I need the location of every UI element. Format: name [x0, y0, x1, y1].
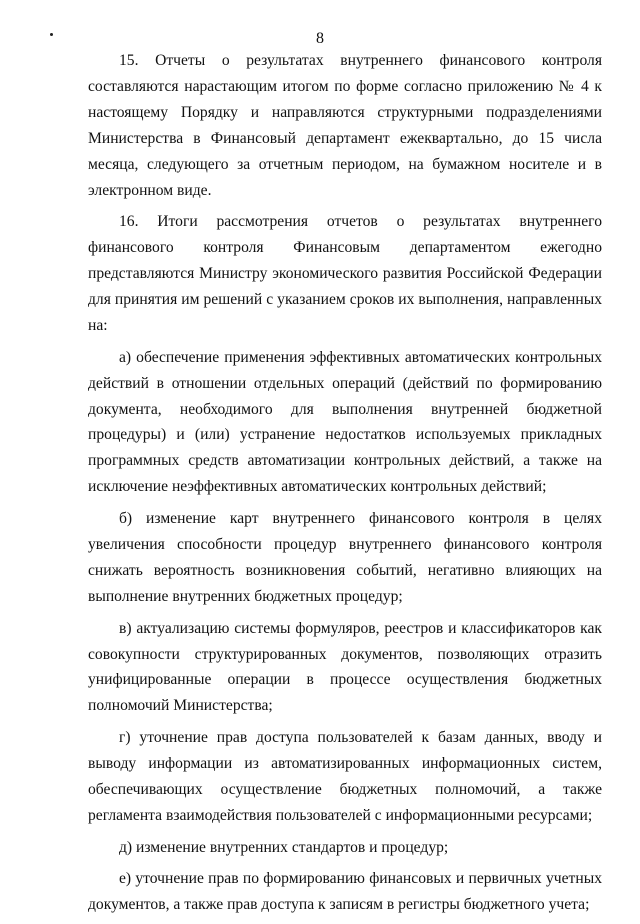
list-item-v: в) актуализацию системы формуляров, реестров и классификаторов как совокупности структурированных документов, позволяющих отразить унифицированные операции в процессе осуществления бюджетных полномочий Министерства;: [88, 619, 602, 715]
page-number: 8: [316, 30, 324, 47]
document-body: [88, 48, 602, 924]
paragraph-15: 15. Отчеты о результатах внутреннего финансового контроля составляются нарастающим итогом по форме согласно приложению № 4 к настоящему Порядку и направляются структурными подразделениями Министерства в Финансовый департамент ежеквартально, до 15 числа месяца, следующего за отчетным периодом, на бумажном носителе и в электронном виде.: [88, 52, 602, 199]
paragraph-16: 16. Итоги рассмотрения отчетов о результатах внутреннего финансового контроля Финансовым департаментом ежегодно представляются Министру экономического развития Российской Федерации для принятия им решений с указанием сроков их выполнения, направленных на:: [88, 213, 602, 334]
list-item-a: а) обеспечение применения эффективных автоматических контрольных действий в отношении отдельных операций (действий по формированию документа, необходимого для выполнения внутренней бюджетной процедуры) и (или) устранение недостатков используемых прикладных программных средств автоматизации контрольных действий, а также на исключение неэффективных автоматических контрольных действий;: [88, 348, 602, 496]
list-item-g: г) уточнение прав доступа пользователей к базам данных, вводу и выводу информации из автоматизированных информационных систем, обеспечивающих осуществление бюджетных полномочий, а также регламента взаимодействия пользователей с информационными ресурсами;: [88, 729, 602, 824]
list-item-d: д) изменение внутренних стандартов и процедур;: [119, 838, 449, 856]
list-item-e: е) уточнение прав по формированию финансовых и первичных учетных документов, а также прав доступа к записям в регистры бюджетного учета;: [88, 870, 602, 914]
list-item-b: б) изменение карт внутреннего финансового контроля в целях увеличения способности процедур внутреннего финансового контроля снижать вероятность возникновения событий, негативно влияющих на выполнение внутренних бюджетных процедур;: [88, 510, 602, 605]
